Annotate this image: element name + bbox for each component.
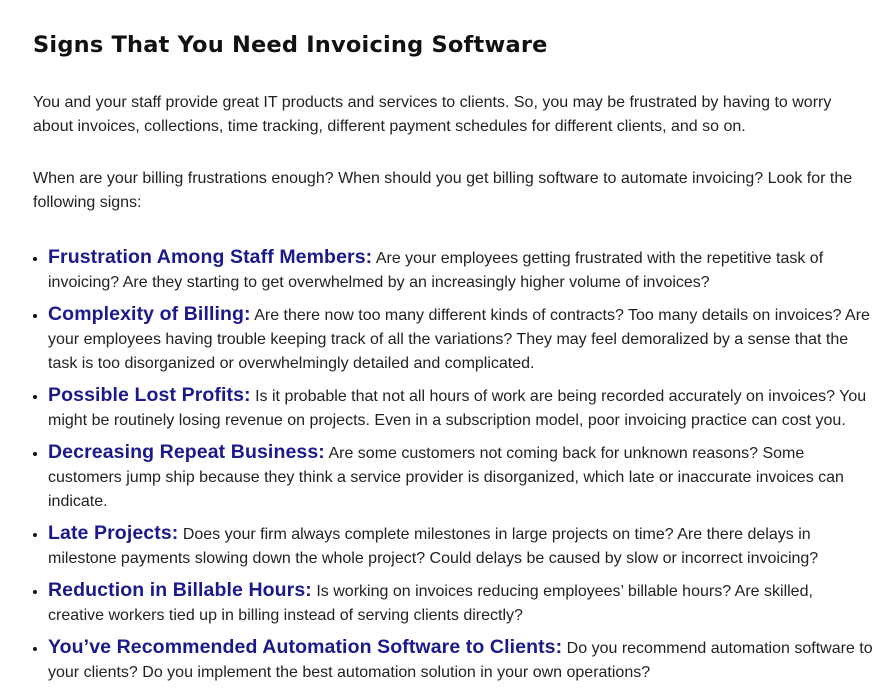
list-item bbox=[48, 245, 873, 295]
sign-description: Is it probable that not all hours of work are being recorded accurately on invoices? You might be routinely losing revenue on projects. Even in a subscription model, poor invoicing practice can cost you. bbox=[48, 388, 867, 429]
intro-paragraph: When are your billing frustrations enough? When should you get billing software to automate invoicing? Look for the following signs: bbox=[33, 170, 853, 211]
sign-title: Possible Lost Profits: bbox=[48, 384, 251, 406]
signs-list bbox=[33, 245, 873, 685]
sign-title: Frustration Among Staff Members: bbox=[48, 246, 373, 268]
sign-description: Are some customers not coming back for unknown reasons? Some customers jump ship because they think a service provider is disorganized, which late or inaccurate invoices can indicate. bbox=[48, 445, 844, 510]
list-item bbox=[48, 383, 873, 433]
article-content bbox=[33, 28, 873, 692]
sign-description: Is working on invoices reducing employees’ billable hours? Are skilled, creative workers tied up in billing instead of serving clients directly? bbox=[48, 583, 813, 624]
sign-title: Complexity of Billing: bbox=[48, 303, 251, 325]
sign-description: Does your firm always complete milestones in large projects on time? Are there delays in milestone payments slowing down the whole project? Could delays be caused by slow or incorrect invoicing? bbox=[48, 526, 819, 567]
list-item bbox=[48, 635, 873, 685]
list-item bbox=[48, 578, 873, 628]
page-title: Signs That You Need Invoicing Software bbox=[33, 32, 548, 58]
sign-description: Are your employees getting frustrated with the repetitive task of invoicing? Are they starting to get overwhelmed by an increasingly higher volume of invoices? bbox=[48, 250, 824, 291]
list-item bbox=[48, 440, 873, 514]
sign-title: Decreasing Repeat Business: bbox=[48, 441, 325, 463]
intro-paragraph: You and your staff provide great IT products and services to clients. So, you may be frustrated by having to worry about invoices, collections, time tracking, different payment schedules for different clients, and so on. bbox=[33, 94, 832, 135]
sign-title: Late Projects: bbox=[48, 522, 179, 544]
sign-title: Reduction in Billable Hours: bbox=[48, 579, 312, 601]
sign-description: Do you recommend automation software to your clients? Do you implement the best automation solution in your own operations? bbox=[48, 640, 873, 681]
list-item bbox=[48, 521, 873, 571]
sign-title: You’ve Recommended Automation Software to Clients: bbox=[48, 636, 563, 658]
sign-description: Are there now too many different kinds of contracts? Too many details on invoices? Are your employees having trouble keeping track of all the variations? They may feel demoralized by a sense that the task is too disorganized or overwhelmingly detailed and complicated. bbox=[48, 307, 870, 372]
list-item bbox=[48, 302, 873, 376]
